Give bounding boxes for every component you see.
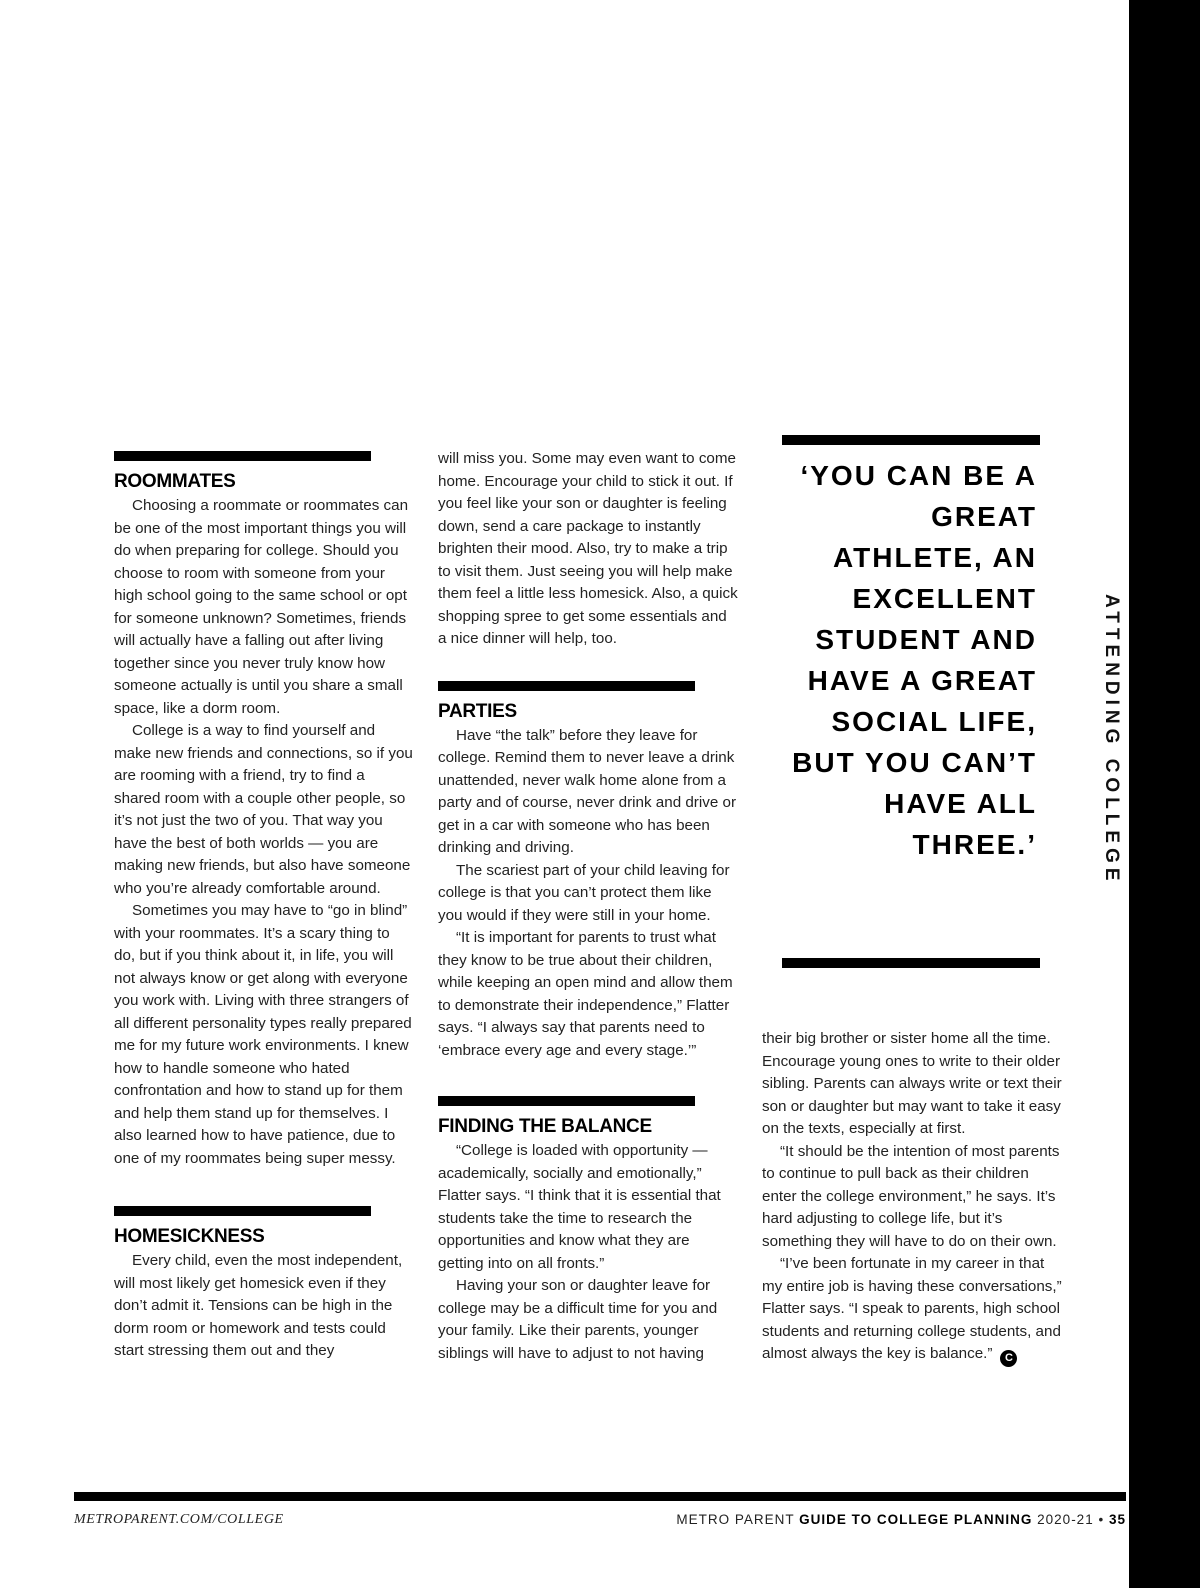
balance-paragraph-3: “It should be the intention of most parents to continue to pull back as their children enter the college environment,” he says. It’s hard adjusting to college life, but it’s something they will have to do on their own.: [762, 1142, 1060, 1250]
footer-rule: [74, 1492, 1126, 1501]
homesickness-paragraph-1: Every child, even the most independent, will most likely get homesick even if they don’t admit it. Tensions can be high in the dorm room or homework and tests could start stressing them out and they: [114, 1252, 403, 1359]
footer-separator: •: [1098, 1512, 1105, 1527]
page-number: 35: [1108, 1512, 1126, 1527]
footer-publication: METRO PARENT: [676, 1512, 795, 1527]
footer-website: METROPARENT.COM/COLLEGE: [74, 1512, 284, 1527]
balance-paragraph-4: [762, 1253, 1062, 1367]
roommates-paragraph-3: Sometimes you may have to “go in blind” with your roommates. It’s a scary thing to do, but if you think about it, in life, you will not always know or get along with everyone you work with. Living with three strangers of all different personality types really prepared me for my future work environments. I knew how to handle someone who hated confrontation and how to stand up for them and help them stand up for themselves. I also learned how to have patience, due to one of my roommates being super messy.: [114, 902, 412, 1167]
pull-quote: ‘YOU CAN BE A GREAT ATHLETE, AN EXCELLENT STUDENT AND HAVE A GREAT SOCIAL LIFE, BUT YOU CAN’T HAVE ALL THREE.’: [792, 460, 1037, 860]
section-rule: [114, 451, 371, 461]
roommates-heading: ROOMMATES: [114, 471, 236, 492]
parties-paragraph-1: Have “the talk” before they leave for college. Remind them to never leave a drink unattended, never walk home alone from a party and of course, never drink and drive or get in a car with someone who has been drinking and driving.: [438, 726, 737, 856]
footer-folio: [676, 1512, 1126, 1527]
end-mark-icon: C: [1000, 1350, 1017, 1367]
column-2: [438, 448, 738, 1365]
parties-heading: PARTIES: [438, 700, 517, 722]
section-rule: [438, 1096, 695, 1106]
roommates-paragraph-2: College is a way to find yourself and make new friends and connections, so if you are rooming with a friend, try to find a shared room with a couple other people, so it’s not just the two of you. That way you have the best of both worlds — you are making new friends, but also have someone who you’re already comfortable around.: [114, 722, 413, 897]
parties-paragraph-3: “It is important for parents to trust what they know to be true about their children, while keeping an open mind and allow them to demonstrate their independence,” Flatter says. “I always say that parents need to ‘embrace every age and every stage.’”: [438, 929, 733, 1059]
footer-guide-title: GUIDE TO COLLEGE PLANNING: [799, 1512, 1033, 1527]
column-3: [762, 1028, 1062, 1367]
homesickness-continued: will miss you. Some may even want to come home. Encourage your child to stick it out. If you feel like your son or daughter is feeling down, send a care package to instantly brighten their mood. Also, try to make a trip to visit them. Just seeing you will help make them feel a little less homesick. Also, a quick shopping spree to get some essentials and a nice dinner will help, too.: [438, 450, 738, 647]
balance-paragraph-4-text: “I’ve been fortunate in my career in that my entire job is having these conversations,” Flatter says. “I speak to parents, high school students and returning college students, and almost always the key is balance.”: [762, 1255, 1062, 1362]
balance-paragraph-2: Having your son or daughter leave for college may be a difficult time for you and your family. Like their parents, younger siblings will have to adjust to not having: [438, 1277, 718, 1362]
balance-continued: their big brother or sister home all the time. Encourage young ones to write to their older sibling. Parents can always write or text their son or daughter but may want to take it easy on the texts, especially at first.: [762, 1030, 1062, 1137]
finding-balance-heading: FINDING THE BALANCE: [438, 1116, 652, 1137]
column-1: [114, 451, 414, 1363]
homesickness-heading: HOMESICKNESS: [114, 1226, 265, 1247]
pull-quote-top-rule: [782, 435, 1040, 445]
pull-quote-bottom-rule: [782, 958, 1040, 968]
footer-year: 2020-21: [1037, 1512, 1094, 1527]
balance-paragraph-1: “College is loaded with opportunity — academically, socially and emotionally,” Flatter says. “I think that it is essential that students take the time to research the opportunities and know what they are getting into on all fronts.”: [438, 1142, 721, 1272]
roommates-paragraph-1: Choosing a roommate or roommates can be one of the most important things you will do when preparing for college. Should you choose to room with someone from your high school going to the same school or opt for someone unknown? Sometimes, friends will actually have a falling out after living together since you never truly know how someone actually is until you share a small space, like a dorm room.: [114, 497, 409, 717]
sidebar-black-bar: [1129, 0, 1200, 1588]
section-rule: [438, 681, 695, 691]
parties-paragraph-2: The scariest part of your child leaving for college is that you can’t protect them like you would if they were still in your home.: [438, 861, 730, 924]
section-rule: [114, 1206, 371, 1216]
section-label: ATTENDING COLLEGE: [1101, 594, 1122, 886]
